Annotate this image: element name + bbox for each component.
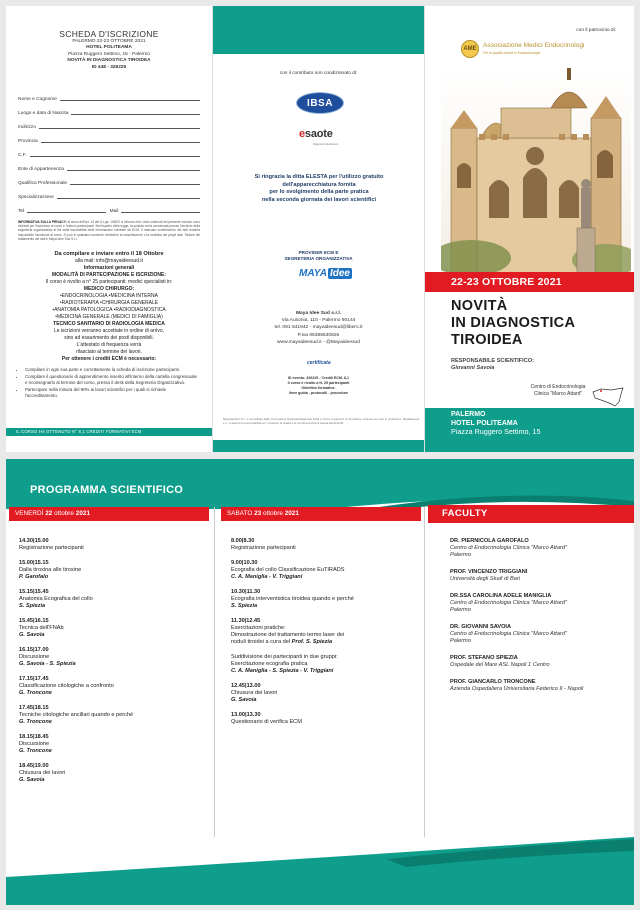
form-field-tel-mail[interactable]: Tel Mail	[18, 200, 200, 214]
session-text: Ecografia del collo Classificazione EuTIRADS	[231, 567, 345, 574]
form-event: NOVITÀ IN DIAGNOSTICA TIROIDEA	[67, 58, 151, 64]
faculty-member	[450, 593, 634, 614]
event-date: 22-23 OTTOBRE 2021	[425, 272, 634, 292]
event-title: NOVITÀ IN DIAGNOSTICA TIROIDEA	[451, 298, 576, 348]
faculty-affiliation: Palermo	[450, 552, 471, 558]
form-date: PALERMO 22-23 OTTOBRE 2021	[72, 39, 146, 44]
session-text: Chiusura dei lavori	[231, 689, 278, 696]
session-speaker: G. Troncone	[19, 719, 52, 725]
divider	[424, 507, 425, 837]
modalita-heading: MODALITÀ DI PARTECIPAZIONE E ISCRIZIONE:	[52, 272, 166, 279]
teal-band	[213, 6, 424, 54]
session-text: Anatomia Ecografica del collo	[19, 596, 93, 603]
session-time: 13.00|13.30	[231, 712, 261, 719]
session-text: Discussione	[19, 654, 50, 661]
session-time: 17.45|18.15	[19, 705, 49, 712]
session-item	[9, 560, 209, 581]
ibsa-logo: IBSA	[296, 92, 344, 114]
faculty-affiliation: Ospedale del Mare ASL Napoli 1 Centro	[450, 662, 550, 668]
certification-logo: certificata	[307, 360, 331, 366]
form-field[interactable]: Indirizzo	[18, 116, 200, 130]
session-item	[9, 589, 209, 610]
organizer-center: Centro di Endocrinologia Clinica "Marco Attard"	[530, 384, 586, 397]
day2-header: SABATO 23 ottobre 2021	[221, 507, 421, 521]
session-speaker: G. Troncone	[19, 748, 52, 755]
faculty-member	[450, 538, 634, 559]
provider-contacts: Maya Idee Sud s.r.l. Via Ausonia, 110 - Palermo 90144 tel. 091 541942 - mayaideesud@libero.it P.iva 05385630826 www.mayaideesud.it - @Mayaideesud	[213, 310, 424, 346]
program-title: PROGRAMMA SCIENTIFICO	[30, 484, 184, 496]
faculty-member	[450, 655, 634, 669]
cathedral-illustration	[441, 68, 631, 274]
session-speaker: G. Savoia	[19, 631, 45, 638]
faculty-member	[450, 569, 634, 583]
registration-form	[18, 88, 200, 214]
day2-column	[221, 507, 421, 734]
session-time: 16.15|17.00	[19, 647, 49, 654]
session-item	[9, 763, 209, 784]
faculty-affiliation: Palermo	[450, 607, 471, 613]
ame-logo-icon: AME	[461, 40, 479, 58]
faculty-affiliation: Centro di Endocrinologia Clinica "Marco Attard"	[450, 631, 567, 637]
session-time: 11.30|12.45	[231, 618, 261, 625]
session-text: Chiusura dei lavori	[19, 770, 66, 777]
faculty-affiliation: Centro di Endocrinologia Clinica "Marco Attard"	[450, 545, 567, 551]
session-time: 15.00|15.15	[19, 560, 49, 567]
scientific-lead-name: Giovanni Savoia	[451, 365, 495, 371]
provider-heading: PROVIDER ECM E SEGRETERIA ORGANIZZATIVA	[284, 250, 353, 262]
session-time: 12.45|13.00	[231, 683, 261, 690]
session-text: Registrazione partecipanti	[19, 544, 84, 551]
faculty-affiliation: Palermo	[450, 638, 471, 644]
session-item	[9, 618, 209, 639]
day1-header: VENERDÌ 22 ottobre 2021	[9, 507, 209, 521]
form-id: ID 448 - 326225	[91, 64, 127, 70]
session-speaker: Prof. S. Spiezia	[291, 638, 333, 645]
session-time: 15.45|16.15	[19, 618, 49, 625]
footer-band	[6, 837, 634, 905]
faculty-name: DR.SSA CAROLINA ADELE MANIGLIA	[450, 593, 552, 599]
session-speaker: S. Spiezia	[231, 602, 258, 609]
ame-name: Associazione Medici Endocrinologi	[483, 42, 585, 49]
session-time: 14.30|15.00	[19, 538, 49, 544]
faculty-name: PROF. GIANCARLO TRONCONE	[450, 679, 536, 685]
form-field[interactable]: C.F.	[18, 144, 200, 158]
list-item: • Partecipare nella misura del 90% ai lavori scientifici per i quali si richiede l'accreditamento.	[25, 387, 200, 399]
session-speaker: P. Garofalo	[19, 573, 49, 580]
session-speaker: G. Troncone	[19, 689, 52, 696]
divider	[214, 507, 215, 837]
session-item	[221, 712, 421, 726]
faculty-title: FACULTY	[428, 505, 634, 523]
form-address: Piazza Ruggero Settimo, 15 - Palermo	[68, 51, 150, 57]
scientific-lead-label: RESPONSABILE SCIENTIFICO:	[451, 358, 534, 364]
sicily-map-icon	[591, 386, 625, 408]
session-time: 18.15|18.45	[19, 734, 49, 741]
brochure-outside	[6, 6, 634, 452]
form-field[interactable]: Qualifica Professionale	[18, 172, 200, 186]
session-item	[221, 654, 421, 675]
session-item	[9, 734, 209, 755]
sponsors-panel	[212, 6, 424, 452]
privacy-notice: INFORMATIVA SULLA PRIVACY: ai sensi dell'art. 13 del D.Lgs. 196/03 si informa che i dati contenuti nel presente modulo sono richiesti per l'iscrizione al corso e l'elenco partecipanti. Nel rispetto della legge, la scheda verrà conservata presso l'archivio della segreteria organizzativa ai fini della tracciabilità delle informazioni richieste da ECM. Il mancato conferimento dei dati renderà impossibile l'iscrizione al corso. Si può in qualsiasi momento richiedere la cancellazione o la modifica dei propri dati. Titolare del trattamento dei dati è Maya Idee Sud S.r.l.	[18, 220, 200, 241]
faculty-name: DR. GIOVANNI SAVOIA	[450, 624, 512, 630]
faculty-name: PROF. STEFANO SPIEZIA	[450, 655, 518, 661]
esaote-tagline: Diagnostic Excellence	[313, 143, 339, 146]
session-text: Esercitazione ecografia pratica	[231, 660, 308, 667]
list-item: • Compilare il questionario di apprendimento inserito all'interno della cartella congressuale e riconsegnarlo al termine del corso, presso il desk della Segreteria Organizzativa.	[25, 374, 200, 386]
faculty-column	[428, 507, 634, 703]
session-text: Ecografia interventistica tiroidea quando e perché	[231, 596, 354, 603]
deadline: Da compilare e inviare entro il 18 Ottobre	[54, 251, 164, 258]
day1-sessions	[9, 521, 209, 784]
sponsor-intro: con il contributo non condizionato di:	[279, 71, 358, 76]
form-field[interactable]: Ente di Appartenenza	[18, 158, 200, 172]
ecm-requirements	[18, 367, 200, 399]
registration-panel	[6, 6, 212, 452]
faculty-member	[450, 679, 634, 693]
session-text: Classificazione citologiche a confronto	[19, 683, 114, 690]
form-field[interactable]: Provincia	[18, 130, 200, 144]
day2-sessions	[221, 521, 421, 726]
info-heading: Informazioni generali	[83, 265, 135, 272]
credits-strip: IL CORSO HA OTTENUTO N° 8,1 CREDITI FORMATIVI ECM	[6, 428, 212, 436]
session-text: Discussione	[19, 741, 50, 748]
session-speaker: C. A. Maniglia - V. Triggiani	[231, 573, 303, 580]
session-text: Dimostrazione del trattamento termo laser dei	[231, 631, 345, 638]
mail-to: alla mail: info@mayaideesud.it	[75, 258, 143, 265]
session-time: 17.15|17.45	[19, 676, 49, 683]
website-link[interactable]: www.mayaideesud.it - @Mayaideesud	[277, 339, 360, 345]
list-item: • Compilare in ogni sua parte e correttamente la scheda di iscrizione partecipanti.	[25, 367, 200, 373]
session-item	[9, 538, 209, 552]
session-item	[221, 560, 421, 581]
session-speaker: G. Savoia	[231, 696, 257, 703]
session-text: Tecnica dell'FNAb	[19, 625, 64, 632]
session-item	[221, 589, 421, 610]
esaote-logo: esaote	[299, 128, 333, 140]
thanks-note: Si ringrazia la ditta ELESTA per l'utilizzo gratuito dell'apparecchiatura fornita per lo svolgimento della parte pratica nella seconda giornata dei lavori scientifici	[254, 174, 384, 203]
faculty-affiliation: Centro di Endocrinologia Clinica "Marco Attard"	[450, 600, 567, 606]
form-hotel: HOTEL POLITEAMA	[86, 45, 132, 51]
faculty-member	[450, 624, 634, 645]
form-field[interactable]: Nome e Cognome	[18, 88, 200, 102]
session-text: Questionario di verifica ECM	[231, 719, 302, 725]
session-time: 9.00|10.30	[231, 560, 258, 567]
session-text: noduli tiroidei a cura del	[231, 638, 291, 645]
cover-panel	[424, 6, 634, 452]
patronage-label: con il patrocinio di:	[576, 28, 616, 33]
faculty-list	[428, 523, 634, 693]
session-item	[221, 683, 421, 704]
general-info: Da compilare e inviare entro il 18 Ottobre alla mail: info@mayaideesud.it Informazioni generali MODALITÀ DI PARTECIPAZIONE E ISCRIZIONE: Il corso è rivolto a n° 25 partecipanti; medici specialisti in: MEDICO CHIRURGO: •ENDOCRINOLOGIA •MEDICINA INTERNA •RADIOTERAPIA •CHIRURGIA GENERALE •ANATOMIA PATOLOGICA •RADIODIAGNOSTICA •MEDICINA GENERALE (MEDICI DI FAMIGLIA) TECNICO SANITARIO DI RADIOLOGIA MEDICA Le iscrizioni verranno accettate in ordine di arrivo, sino ad esaurimento dei posti disponibili. L'attestato di frequenza verrà rilasciato al termine dei lavori. Per ottenere i crediti ECM è necessario:	[18, 251, 200, 363]
session-time: 15.15|15.45	[19, 589, 49, 596]
session-text: Registrazione partecipanti	[231, 544, 296, 551]
session-item	[221, 538, 421, 552]
session-item	[221, 618, 421, 646]
day1-column	[9, 507, 209, 792]
faculty-affiliation: Università degli Studi di Bari	[450, 576, 520, 582]
session-text: Dalla tiroxina alle tiroxine	[19, 567, 82, 574]
form-field[interactable]: Luogo e data di Nascita	[18, 102, 200, 116]
form-field[interactable]: Specializzazione	[18, 186, 200, 200]
session-time: 8.00|8.30	[231, 538, 255, 544]
maya-logo: MAYA Idee	[299, 268, 350, 279]
session-speaker: S. Spiezia	[19, 602, 46, 609]
session-speaker: G. Savoia - S. Spiezia	[19, 660, 76, 667]
session-item	[9, 647, 209, 668]
faculty-name: PROF. VINCENZO TRIGGIANI	[450, 569, 528, 575]
venue: PALERMO HOTEL POLITEAMA Piazza Ruggero Settimo, 15	[451, 411, 541, 437]
session-text: Tecniche citologiche ancillari quando e perché	[19, 712, 134, 719]
session-speaker: G. Savoia	[19, 777, 45, 784]
ame-tagline: Per la qualità clinica in Endocrinologia	[483, 51, 541, 55]
teal-band	[213, 440, 424, 452]
session-item	[9, 676, 209, 697]
provider-disclaimer: MayaIdeeSud S.r.l. è accreditata dalla commissione Nazionale/Regionale ECM a fornire programmi di formazione continua per tutte le professioni. MayaIdeesud s.r.l. si assume la responsabilità per i contenuti, la qualità e la correttezza etica di questa attività ECM.	[223, 418, 419, 425]
session-text: Esercitazioni pratiche:	[231, 625, 286, 632]
form-title: SCHEDA D'ISCRIZIONE	[59, 29, 159, 39]
session-speaker: C. A. Maniglia - S. Spiezia - V. Triggiani	[231, 667, 334, 674]
session-time: 10.30|11.30	[231, 589, 261, 596]
ecm-info: ID evento: 326225 - Crediti ECM: 8,1 Il corso è rivolto a N. 25 partecipanti Obiettivo formativo: linee guida - protocolli - procedure	[287, 376, 350, 395]
session-text: Suddivisione dei partecipanti in due gruppi:	[231, 654, 338, 661]
brochure-inside	[6, 459, 634, 905]
faculty-name: DR. PIERNICOLA GAROFALO	[450, 538, 529, 544]
session-item	[9, 705, 209, 726]
faculty-affiliation: Azienda Ospedaliera Universitaria Federico II - Napoli	[450, 686, 584, 692]
session-time: 18.45|19.00	[19, 763, 49, 770]
